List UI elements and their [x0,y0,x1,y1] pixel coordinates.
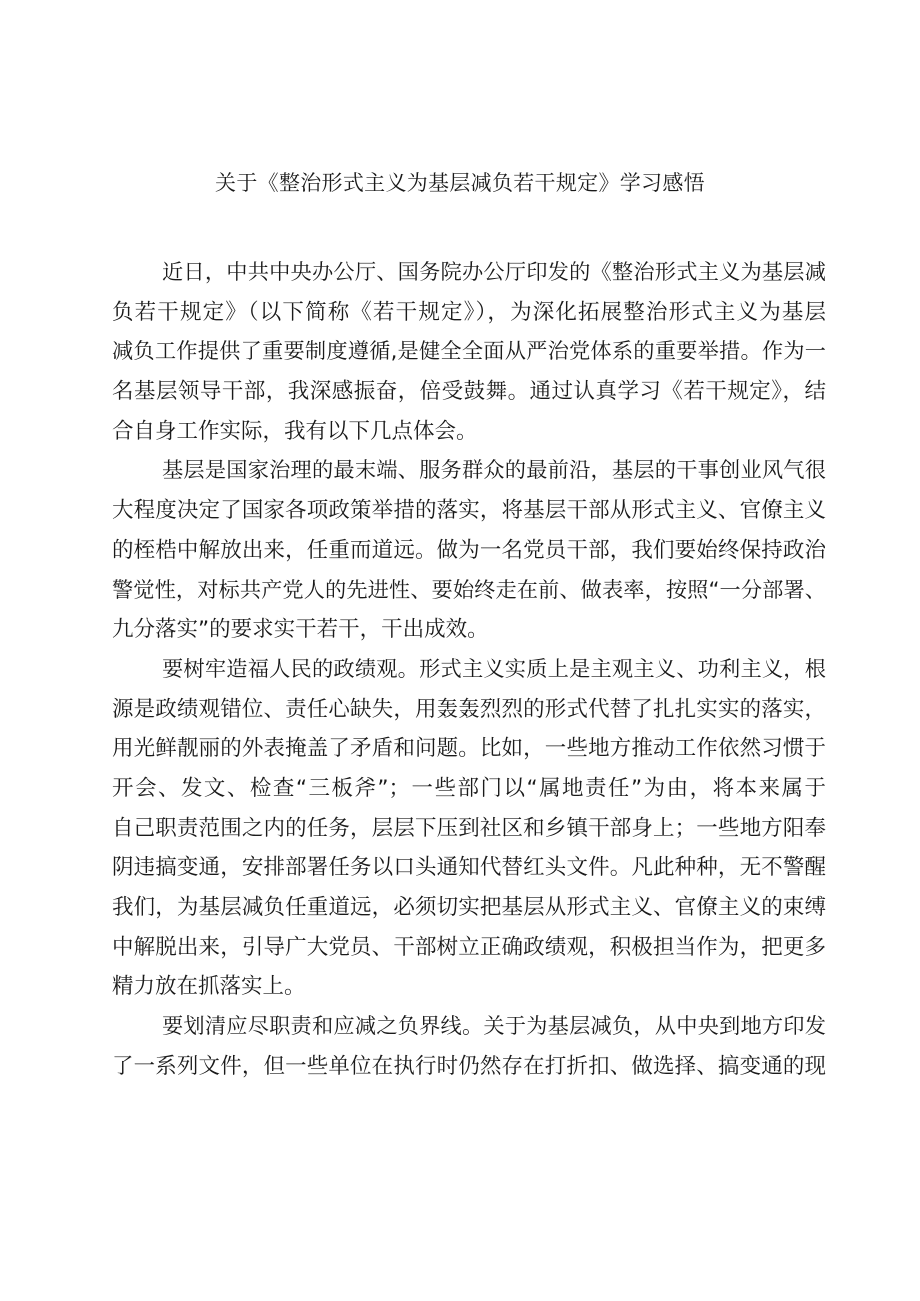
document-body [112,253,826,1086]
text-line [112,809,826,849]
text-line-content: 的桎梏中解放出来，任重而道远。做为一名党员干部，我们要始终保持政治 [112,537,826,563]
text-line-content: 用光鲜靓丽的外表掩盖了矛盾和问题。比如，一些地方推动工作依然习惯于 [112,736,826,762]
text-line-content: 阴违搞变通，安排部署任务以口头通知代替红头文件。凡此种种，无不警醒 [112,855,826,881]
text-line [112,769,826,809]
text-line [112,967,826,1007]
text-line-content: 了一系列文件，但一些单位在执行时仍然存在打折扣、做选择、搞变通的现 [112,1053,826,1079]
text-line-content: 警觉性，对标共产党人的先进性、要始终走在前、做表率，按照“一分部署、 [112,577,826,603]
text-line-content: 九分落实”的要求实干若干，干出成效。 [112,617,489,643]
text-line-content: 名基层领导干部，我深感振奋，倍受鼓舞。通过认真学习《若干规定》，结 [112,379,826,405]
text-line-content: 要划清应尽职责和应减之负界线。关于为基层减负，从中央到地方印发 [162,1014,826,1040]
text-line-content: 大程度决定了国家各项政策举措的落实，将基层干部从形式主义、官僚主义 [112,498,826,524]
text-line-content: 中解脱出来，引导广大党员、干部树立正确政绩观，积极担当作为，把更多 [112,934,826,960]
text-line [112,1047,826,1087]
text-line-content: 负若干规定》（以下简称《若干规定》），为深化拓展整治形式主义为基层 [112,299,826,325]
text-line-content: 源是政绩观错位、责任心缺失，用轰轰烈烈的形式代替了扎扎实实的落实， [112,696,826,722]
text-line [112,928,826,968]
text-line [112,610,826,650]
text-line [112,293,826,333]
text-line [112,690,826,730]
text-line [112,571,826,611]
text-line [112,253,826,293]
text-line [112,412,826,452]
text-line-content: 自己职责范围之内的任务，层层下压到社区和乡镇干部身上；一些地方阳奉 [112,815,826,841]
text-line-content: 开会、发文、检查“三板斧”；一些部门以“属地责任”为由，将本来属于 [112,775,826,801]
text-line [112,451,826,491]
text-line [112,332,826,372]
text-line-content: 近日，中共中央办公厅、国务院办公厅印发的《整治形式主义为基层减 [162,260,826,285]
text-line [112,888,826,928]
text-line-content: 我们，为基层减负任重道远，必须切实把基层从形式主义、官僚主义的束缚 [112,895,826,920]
text-line [112,372,826,412]
text-line [112,729,826,769]
text-line [112,531,826,571]
text-line-content: 要树牢造福人民的政绩观。形式主义实质上是主观主义、功利主义，根 [162,656,826,682]
text-line-content: 精力放在抓落实上。 [112,974,306,1000]
text-line [112,1007,826,1047]
text-line [112,650,826,690]
text-line-content: 减负工作提供了重要制度遵循,是健全全面从严治党体系的重要举措。作为一 [112,339,826,365]
text-line [112,491,826,531]
document-title: 关于《整治形式主义为基层减负若干规定》学习感悟 [215,171,705,195]
text-line-content: 合自身工作实际，我有以下几点体会。 [112,418,478,444]
text-line [112,848,826,888]
text-line-content: 基层是国家治理的最末端、服务群众的最前沿，基层的干事创业风气很 [162,458,826,484]
